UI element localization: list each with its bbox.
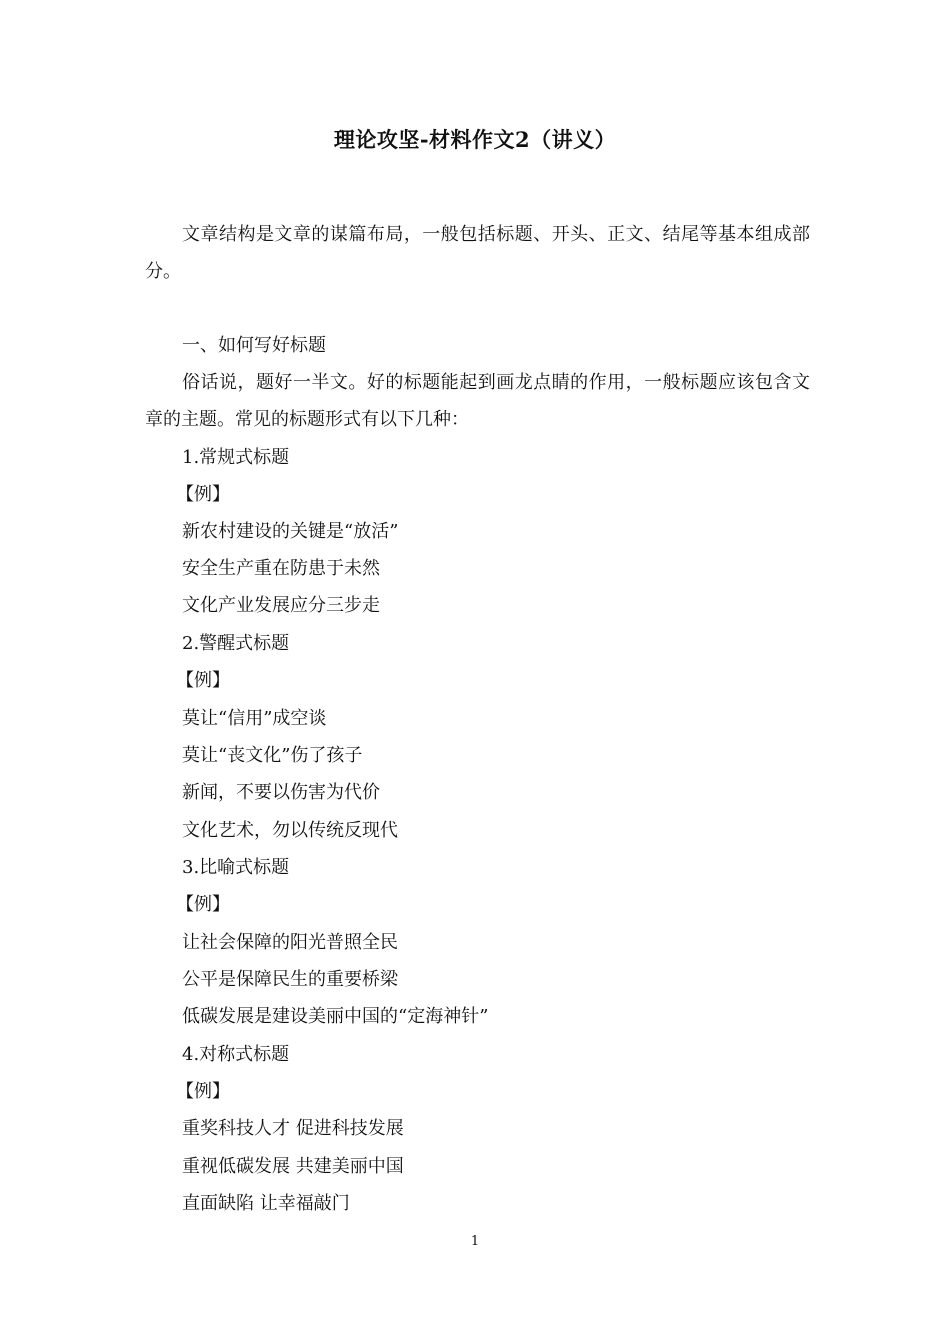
example-title: 低碳发展是建设美丽中国的“定海神针” — [182, 1006, 489, 1027]
example-title: 直面缺陷 让幸福敲门 — [182, 1193, 350, 1214]
example-title: 文化艺术，勿以传统反现代 — [182, 820, 398, 841]
example-title: 新闻，不要以伤害为代价 — [182, 782, 380, 803]
page-number: 1 — [470, 1234, 480, 1249]
example-title: 重奖科技人才 促进科技发展 — [182, 1118, 404, 1139]
section-intro-paragraph: 俗话说，题好一半文。好的标题能起到画龙点睛的作用，一般标题应该包含文章的主题。常见的标题形式有以下几种： — [145, 372, 810, 430]
section-heading: 一、如何写好标题 — [182, 335, 326, 356]
example-title: 安全生产重在防患于未然 — [182, 558, 380, 579]
example-title: 莫让“信用”成空谈 — [182, 708, 327, 729]
type-heading-2: 2.警醒式标题 — [182, 633, 290, 654]
type-heading-3: 3.比喻式标题 — [182, 857, 290, 878]
example-label: 【例】 — [176, 484, 230, 505]
example-title: 莫让“丧文化”伤了孩子 — [182, 745, 363, 766]
document-title: 理论攻坚-材料作文2（讲义） — [333, 127, 617, 152]
example-title: 重视低碳发展 共建美丽中国 — [182, 1156, 404, 1177]
example-title: 文化产业发展应分三步走 — [182, 595, 380, 616]
example-title: 公平是保障民生的重要桥梁 — [182, 969, 398, 990]
example-label: 【例】 — [176, 1081, 230, 1102]
type-heading-1: 1.常规式标题 — [182, 447, 290, 468]
example-title: 让社会保障的阳光普照全民 — [182, 932, 398, 953]
intro-paragraph: 文章结构是文章的谋篇布局，一般包括标题、开头、正文、结尾等基本组成部分。 — [145, 224, 810, 282]
example-label: 【例】 — [176, 894, 230, 915]
example-label: 【例】 — [176, 670, 230, 691]
example-title: 新农村建设的关键是“放活” — [182, 521, 399, 542]
type-heading-4: 4.对称式标题 — [182, 1044, 290, 1065]
